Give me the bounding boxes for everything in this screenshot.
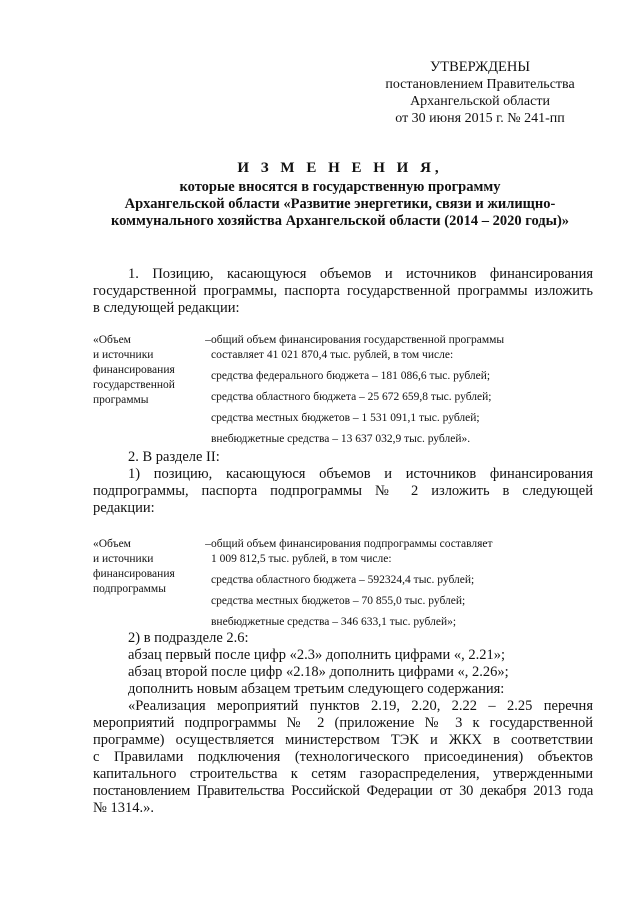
table-value: средства местных бюджетов – 70 855,0 тыс. рублей; (211, 595, 466, 607)
table-values (211, 537, 601, 630)
title-line: коммунального хозяйства Архангельской области (2014 – 2020 годы)» (110, 213, 570, 229)
paragraph-line: № 1314.». (93, 800, 154, 816)
paragraph-line: «Реализация мероприятий пунктов 2.19, 2.20, 2.22 – 2.25 перечня (128, 698, 593, 714)
table-value: средства областного бюджета – 25 672 659,8 тыс. рублей; (211, 391, 492, 403)
section-3-paragraph (93, 630, 593, 817)
approval-stamp (360, 59, 600, 127)
paragraph-line: государственной программы, паспорта государственной программы изложить (93, 283, 593, 299)
table-label-line: «Объем (93, 334, 131, 346)
paragraph-line: постановлением Правительства Российской Федерации от 30 декабря 2013 года (93, 783, 593, 799)
table-value: 1 009 812,5 тыс. рублей, в том числе: (211, 553, 392, 565)
table-value: средства областного бюджета – 592324,4 тыс. рублей; (211, 574, 475, 586)
table-value: общий объем финансирования подпрограммы составляет (211, 538, 493, 550)
approval-date: от 30 июня 2015 г. № 241-пп (395, 111, 565, 126)
title-line: Архангельской области «Развитие энергетики, связи и жилищно- (124, 196, 556, 212)
table-label-line: подпрограммы (93, 583, 166, 595)
paragraph-line: с Правилами подключения (технологического присоединения) объектов (93, 749, 593, 765)
table-value: составляет 41 021 870,4 тыс. рублей, в том числе: (211, 349, 454, 361)
title-main: И З М Е Н Е Н И Я, (237, 160, 443, 176)
financing-table-2 (93, 537, 593, 627)
table-label (93, 333, 203, 408)
table-value: средства федерального бюджета – 181 086,6 тыс. рублей; (211, 370, 491, 382)
paragraph-line: абзац второй после цифр «2.18» дополнить цифрами «, 2.26»; (128, 664, 509, 680)
approval-line: постановлением Правительства (385, 77, 575, 92)
paragraph-line: подпрограммы, паспорта подпрограммы № 2 изложить в следующей (93, 483, 593, 499)
table-dash: – (205, 334, 211, 346)
table-dash: – (205, 538, 211, 550)
paragraph-line: 1. Позицию, касающуюся объемов и источников финансирования (128, 266, 593, 282)
table-values (211, 333, 601, 447)
financing-table-1 (93, 333, 593, 443)
paragraph-line: 1) позицию, касающуюся объемов и источников финансирования (128, 466, 593, 482)
paragraph-line: редакции: (93, 500, 155, 516)
table-label (93, 537, 203, 597)
table-label-line: и источники (93, 553, 154, 565)
table-value: средства местных бюджетов – 1 531 091,1 тыс. рублей; (211, 412, 480, 424)
table-label-line: финансирования (93, 568, 175, 580)
table-value: внебюджетные средства – 13 637 032,9 тыс. рублей». (211, 433, 471, 445)
table-value: внебюджетные средства – 346 633,1 тыс. рублей»; (211, 616, 457, 628)
title-line: которые вносятся в государственную программу (179, 179, 501, 195)
section-2-paragraph (93, 449, 593, 517)
table-value: общий объем финансирования государственной программы (211, 334, 505, 346)
paragraph-line: абзац первый после цифр «2.3» дополнить цифрами «, 2.21»; (128, 647, 506, 663)
paragraph-line: капитального строительства к сетям газораспределения, утвержденными (93, 766, 593, 782)
table-label-line: «Объем (93, 538, 131, 550)
paragraph-line: 2) в подразделе 2.6: (128, 630, 249, 646)
approval-line: Архангельской области (410, 94, 550, 109)
table-label-line: государственной (93, 379, 175, 391)
table-label-line: и источники (93, 349, 154, 361)
document-title (90, 160, 590, 230)
section-1-paragraph (93, 266, 593, 317)
table-label-line: финансирования (93, 364, 175, 376)
paragraph-line: мероприятий подпрограммы № 2 (приложение № 3 к государственной (93, 715, 593, 731)
paragraph-line: дополнить новым абзацем третьим следующего содержания: (128, 681, 505, 697)
section-heading: 2. В разделе II: (128, 449, 220, 465)
paragraph-line: программе) осуществляется министерством ТЭК и ЖКХ в соответствии (93, 732, 593, 748)
paragraph-line: в следующей редакции: (93, 300, 240, 316)
approval-heading: УТВЕРЖДЕНЫ (429, 59, 531, 75)
table-label-line: программы (93, 394, 149, 406)
